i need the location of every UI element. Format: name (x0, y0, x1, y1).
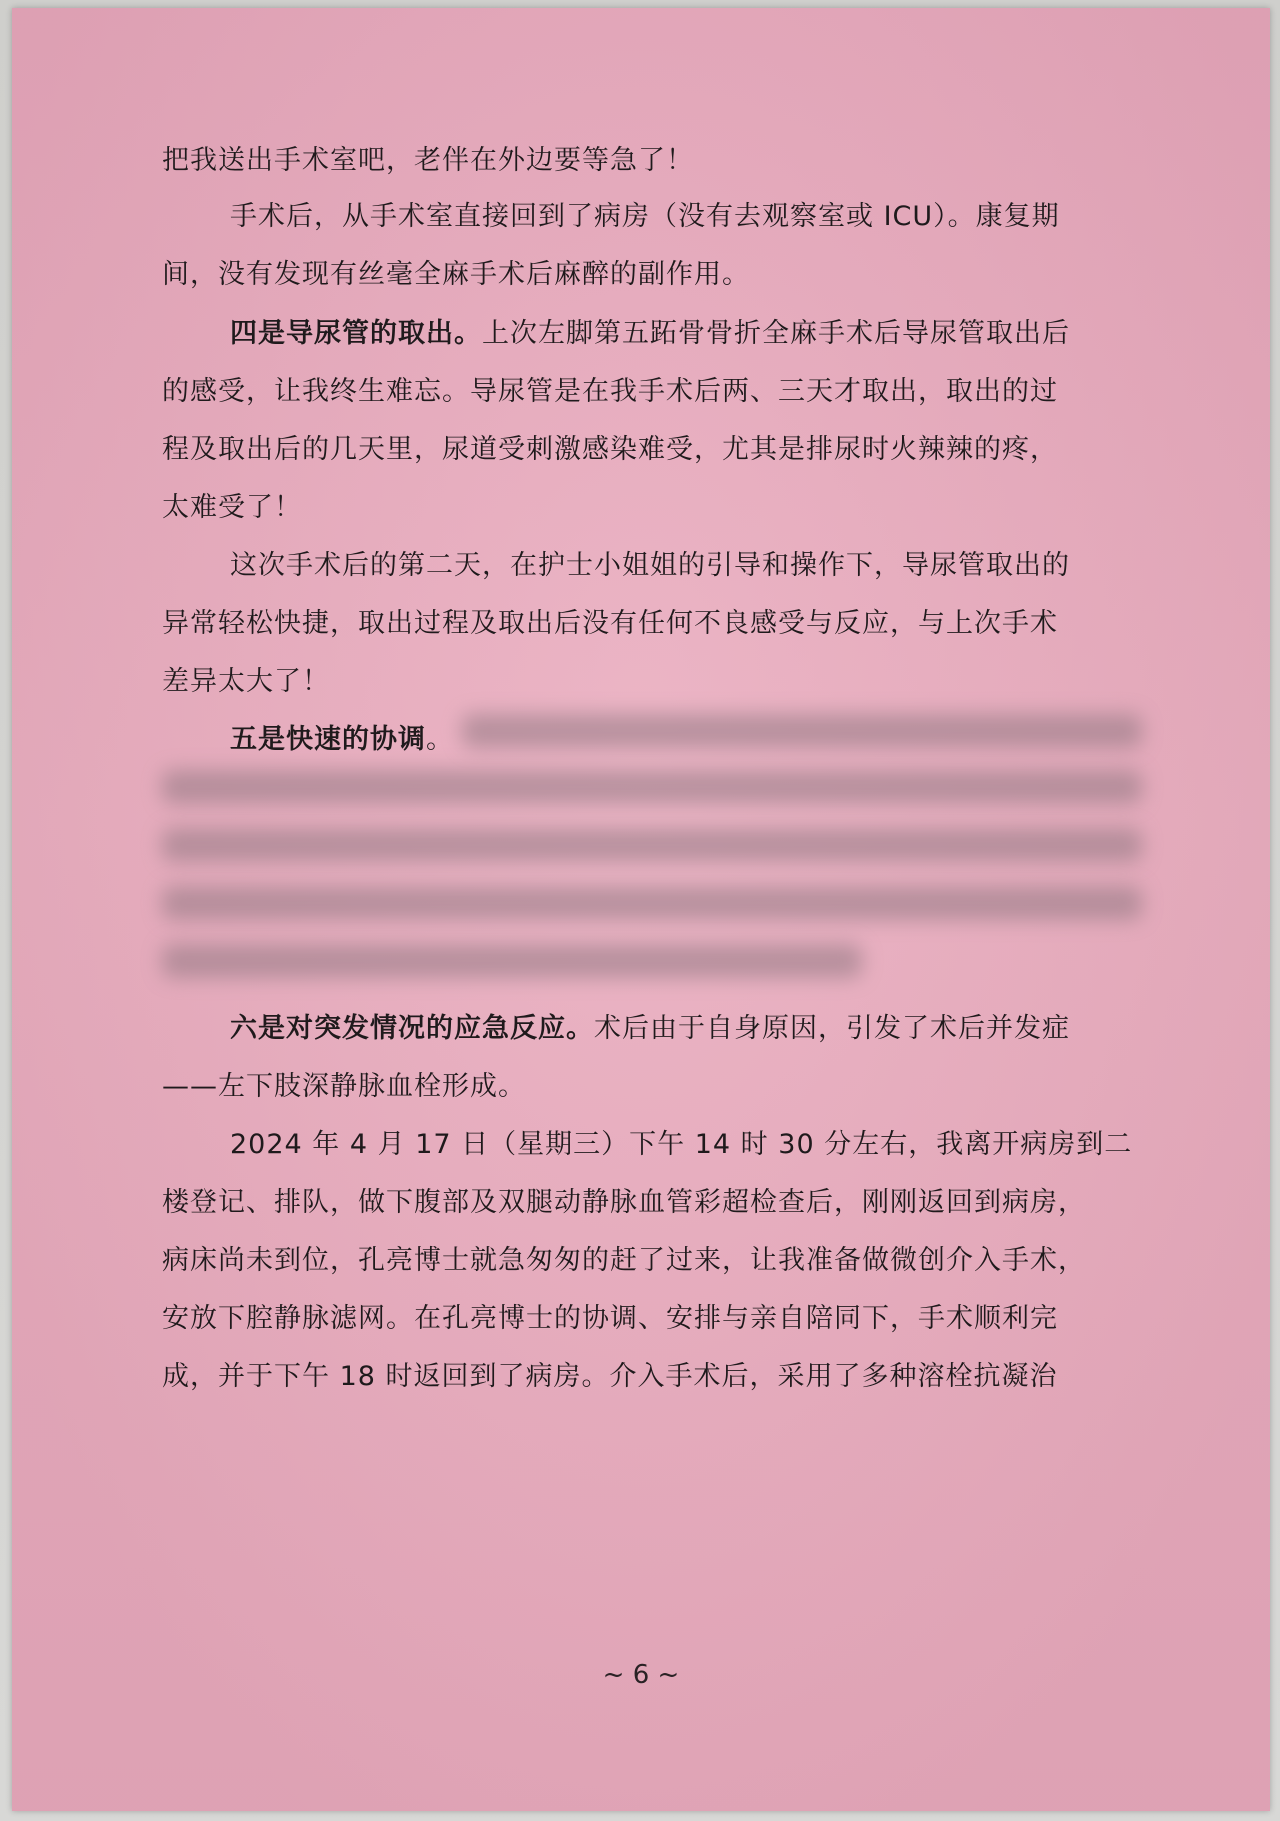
redacted-line (162, 770, 1142, 804)
paragraph-line: 差异太大了！ (162, 666, 330, 697)
paragraph-line: 间，没有发现有丝毫全麻手术后麻醉的副作用。 (162, 259, 750, 290)
paragraph-line: 程及取出后的几天里，尿道受刺激感染难受，尤其是排尿时火辣辣的疼， (162, 434, 1058, 465)
paragraph-text: 上次左脚第五跖骨骨折全麻手术后导尿管取出后 (482, 318, 1070, 349)
page-number: ~ 6 ~ (602, 1660, 680, 1690)
redacted-line (162, 828, 1142, 862)
paragraph-line: 手术后，从手术室直接回到了病房（没有去观察室或 ICU）。康复期 (230, 201, 1060, 232)
paragraph-line: 太难受了！ (162, 492, 302, 523)
paragraph-line: 2024 年 4 月 17 日（星期三）下午 14 时 30 分左右，我离开病房到二 (230, 1129, 1133, 1160)
paragraph-line: 异常轻松快捷，取出过程及取出后没有任何不良感受与反应，与上次手术 (162, 608, 1058, 639)
paragraph-line-with-heading (230, 1012, 1070, 1046)
redacted-line (162, 944, 862, 978)
section-heading-six: 六是对突发情况的应急反应。 (230, 1013, 594, 1044)
redacted-text-block (162, 714, 1142, 1019)
paragraph-line: 的感受，让我终生难忘。导尿管是在我手术后两、三天才取出，取出的过 (162, 376, 1058, 407)
document-page (12, 8, 1270, 1811)
paragraph-line: 病床尚未到位，孔亮博士就急匆匆的赶了过来，让我准备做微创介入手术， (162, 1245, 1086, 1276)
redacted-line (462, 714, 1142, 748)
paragraph-line: 安放下腔静脉滤网。在孔亮博士的协调、安排与亲自陪同下，手术顺利完 (162, 1303, 1058, 1334)
paragraph-text: 术后由于自身原因，引发了术后并发症 (594, 1013, 1070, 1044)
section-heading-five: 五是快速的协调 (230, 724, 426, 755)
paragraph-line: 楼登记、排队，做下腹部及双腿动静脉血管彩超检查后，刚刚返回到病房， (162, 1187, 1086, 1218)
redacted-line (162, 886, 1142, 920)
paragraph-line: ——左下肢深静脉血栓形成。 (162, 1071, 526, 1102)
paragraph-text: 。 (426, 724, 454, 755)
paragraph-line-with-heading (230, 317, 1070, 351)
paragraph-line: 把我送出手术室吧，老伴在外边要等急了！ (162, 145, 694, 176)
section-heading-four: 四是导尿管的取出。 (230, 318, 482, 349)
paragraph-line: 成，并于下午 18 时返回到了病房。介入手术后，采用了多种溶栓抗凝治 (162, 1361, 1058, 1392)
paragraph-line: 这次手术后的第二天，在护士小姐姐的引导和操作下，导尿管取出的 (230, 550, 1070, 581)
